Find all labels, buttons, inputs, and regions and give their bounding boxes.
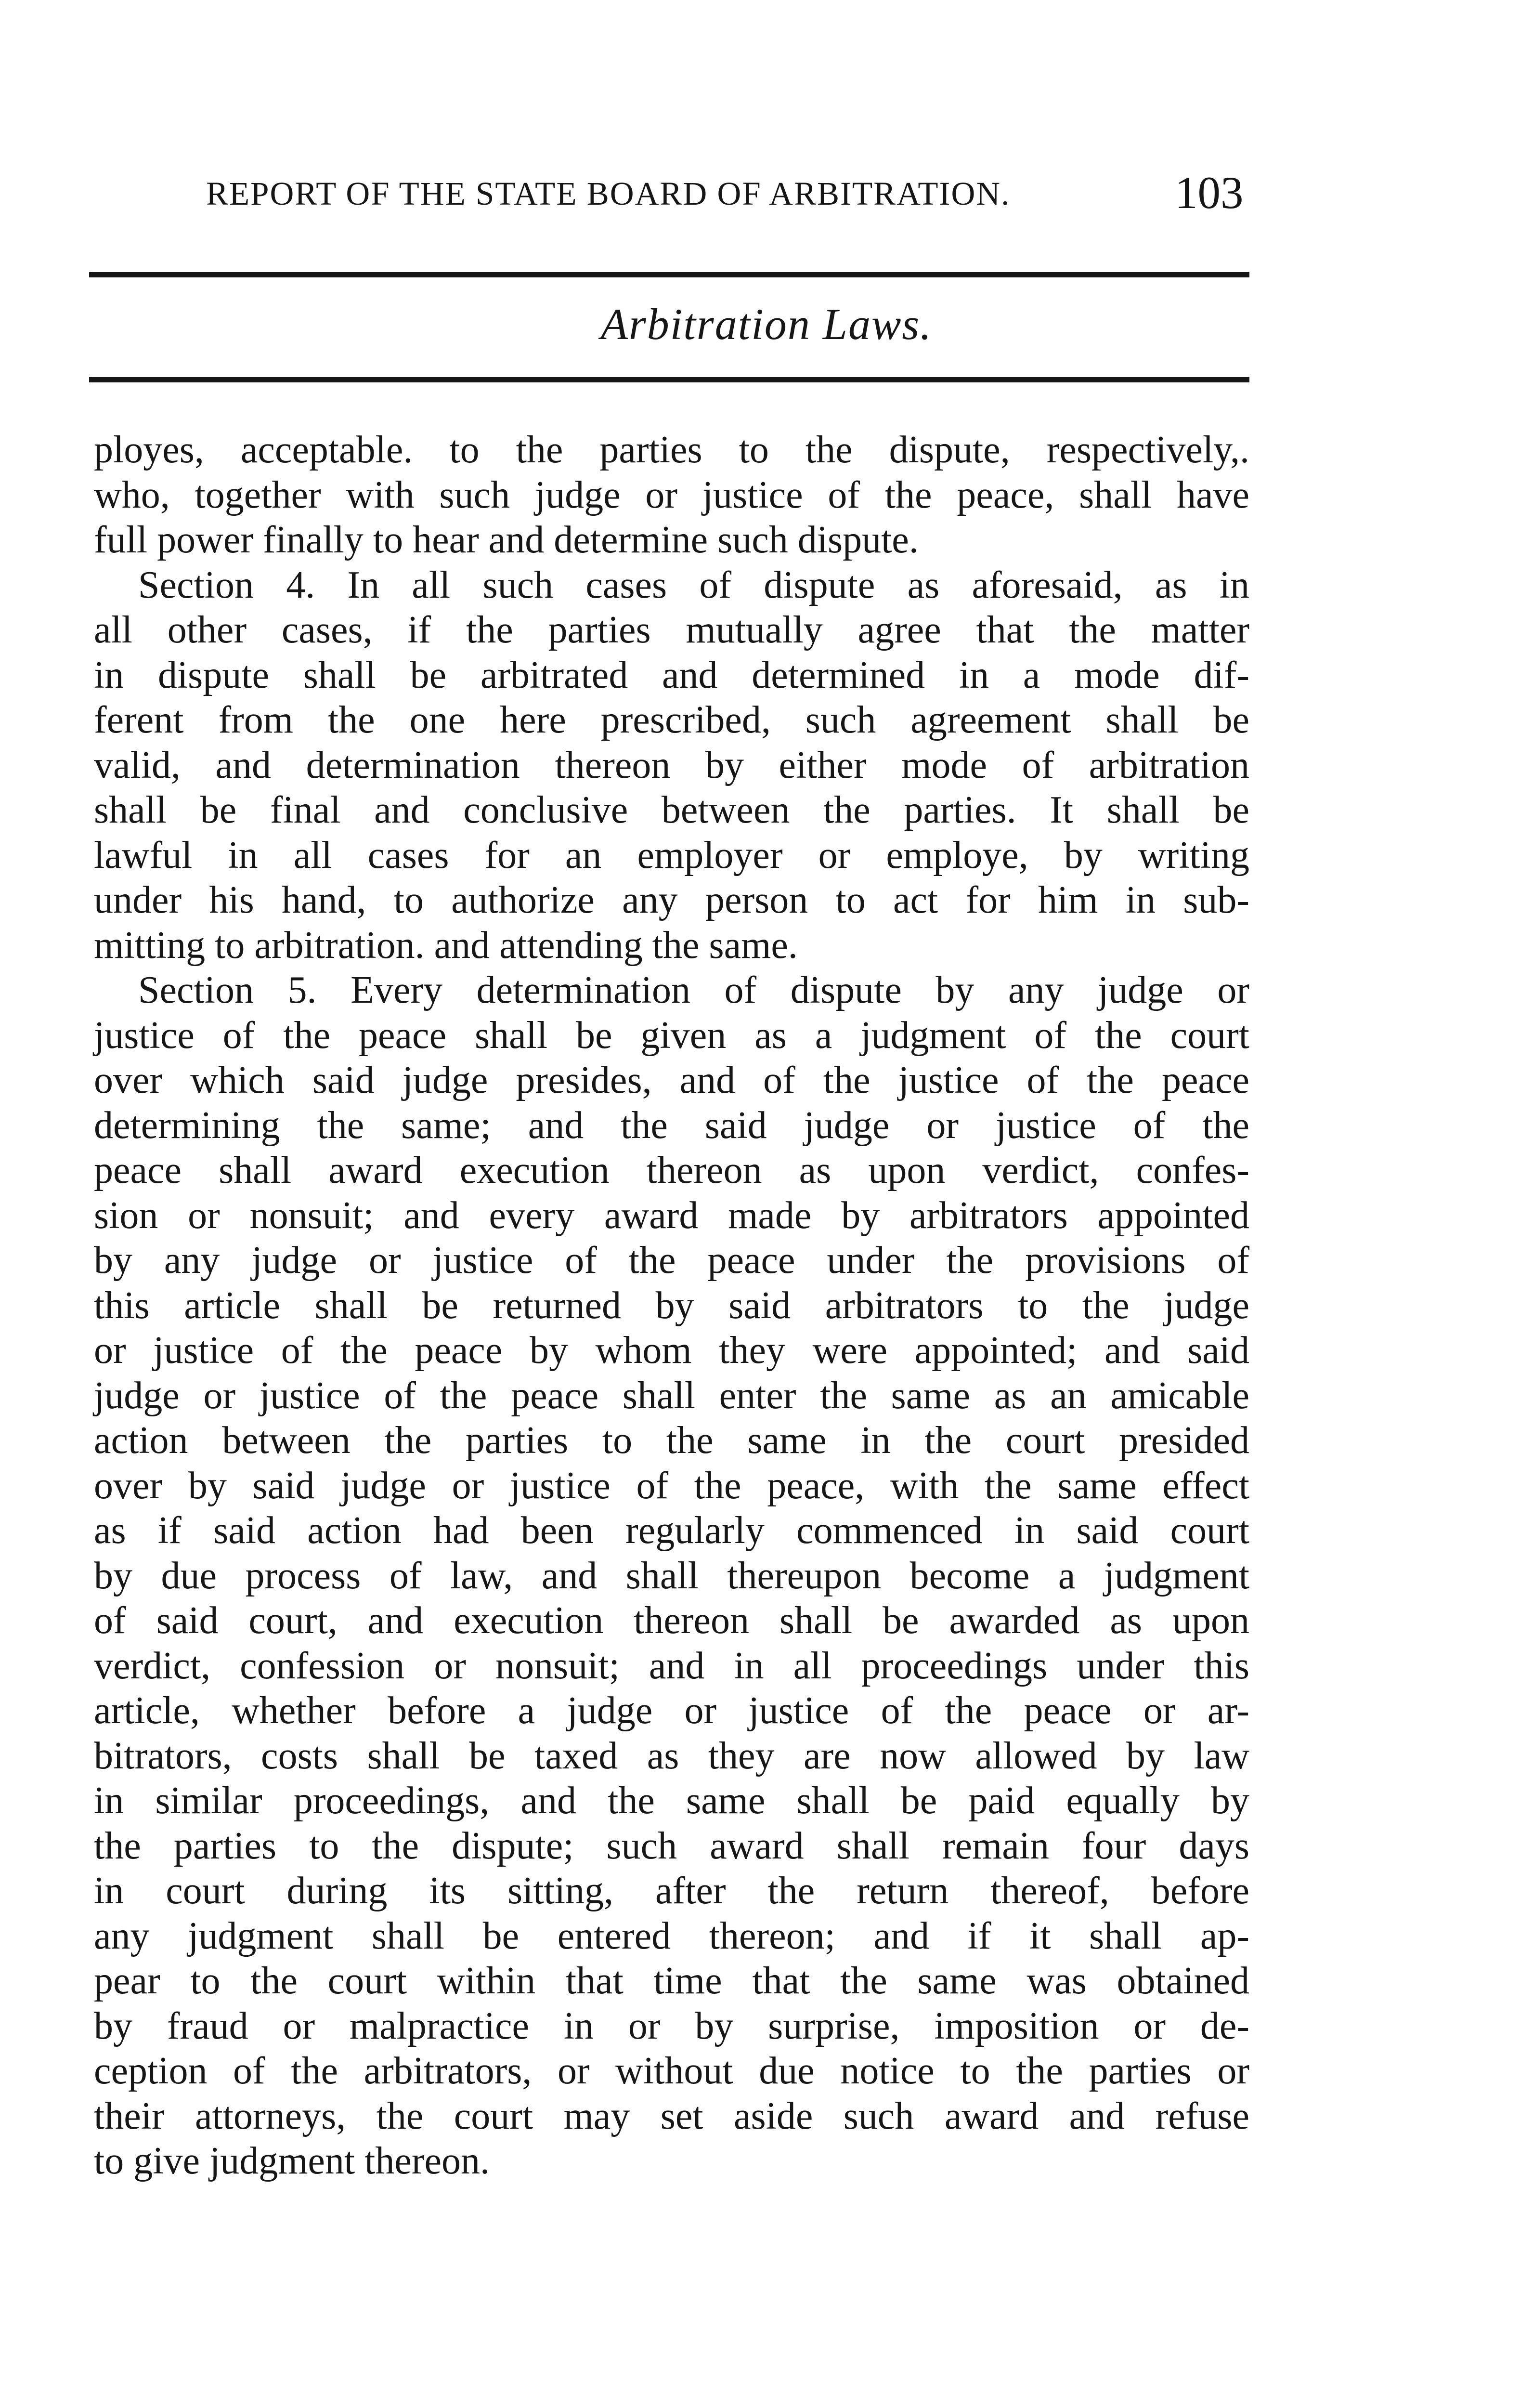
- text-line: peace shall award execution thereon as upon verdict, confes-: [94, 1149, 1249, 1191]
- text-line: lawful in all cases for an employer or employe, by writing: [94, 834, 1249, 877]
- text-line: in similar proceedings, and the same shall be paid equally by: [94, 1780, 1249, 1822]
- text-line: full power finally to hear and determine such dispute.: [94, 519, 919, 561]
- text-line: this article shall be returned by said arbitrators to the judge: [94, 1284, 1249, 1327]
- text-line: or justice of the peace by whom they were appointed; and said: [94, 1329, 1249, 1372]
- text-line: under his hand, to authorize any person to act for him in sub-: [94, 879, 1249, 921]
- text-line: by due process of law, and shall thereupon become a judgment: [94, 1554, 1249, 1597]
- text-line: in dispute shall be arbitrated and determined in a mode dif-: [94, 654, 1249, 696]
- text-line: article, whether before a judge or justice of the peace or ar-: [94, 1689, 1249, 1732]
- text-line: by any judge or justice of the peace under the provisions of: [94, 1239, 1249, 1282]
- text-line: pear to the court within that time that the same was obtained: [94, 1960, 1249, 2002]
- text-line: valid, and determination thereon by either mode of arbitration: [94, 744, 1249, 786]
- text-line: sion or nonsuit; and every award made by arbitrators appointed: [94, 1194, 1249, 1237]
- page-number: 103: [1175, 167, 1244, 218]
- text-line: action between the parties to the same in the court presided: [94, 1419, 1249, 1462]
- text-line: verdict, confession or nonsuit; and in all proceedings under this: [94, 1644, 1249, 1687]
- text-line: of said court, and execution thereon shall be awarded as upon: [94, 1599, 1249, 1642]
- text-line: any judgment shall be entered thereon; and if it shall ap-: [94, 1914, 1249, 1957]
- text-line: mitting to arbitration. and attending the same.: [94, 924, 798, 967]
- text-line: ception of the arbitrators, or without due notice to the parties or: [94, 2050, 1249, 2092]
- text-line: shall be final and conclusive between the parties. It shall be: [94, 789, 1249, 831]
- text-line: judge or justice of the peace shall enter the same as an amicable: [94, 1374, 1249, 1417]
- text-line: as if said action had been regularly commenced in said court: [94, 1509, 1249, 1552]
- section-4-start: Section 4. In all such cases of dispute as aforesaid, as in: [138, 563, 1249, 606]
- top-rule: [89, 272, 1249, 277]
- text-line: their attorneys, the court may set aside such award and refuse: [94, 2094, 1249, 2137]
- text-line: all other cases, if the parties mutually agree that the matter: [94, 609, 1249, 651]
- text-line: the parties to the dispute; such award shall remain four days: [94, 1824, 1249, 1867]
- text-line: who, together with such judge or justice of the peace, shall have: [94, 473, 1249, 516]
- text-line: over by said judge or justice of the peace, with the same effect: [94, 1464, 1249, 1507]
- bottom-rule: [89, 377, 1249, 382]
- text-line: over which said judge presides, and of the justice of the peace: [94, 1059, 1249, 1101]
- text-line: by fraud or malpractice in or by surprise, imposition or de-: [94, 2004, 1249, 2047]
- text-line: determining the same; and the said judge or justice of the: [94, 1104, 1249, 1147]
- body-text: [94, 428, 1249, 2184]
- section-5-start: Section 5. Every determination of dispute by any judge or: [138, 969, 1249, 1011]
- section-heading: Arbitration Laws.: [600, 300, 933, 349]
- running-title: REPORT OF THE STATE BOARD OF ARBITRATION.: [206, 175, 1011, 212]
- text-line: to give judgment thereon.: [94, 2140, 490, 2182]
- text-line: ployes, acceptable. to the parties to the dispute, respectively,.: [94, 429, 1249, 471]
- running-head: [0, 166, 1533, 224]
- text-line: in court during its sitting, after the return thereof, before: [94, 1870, 1249, 1912]
- text-line: ferent from the one here prescribed, such agreement shall be: [94, 699, 1249, 741]
- text-line: bitrators, costs shall be taxed as they are now allowed by law: [94, 1734, 1249, 1777]
- text-line: justice of the peace shall be given as a judgment of the court: [94, 1014, 1249, 1057]
